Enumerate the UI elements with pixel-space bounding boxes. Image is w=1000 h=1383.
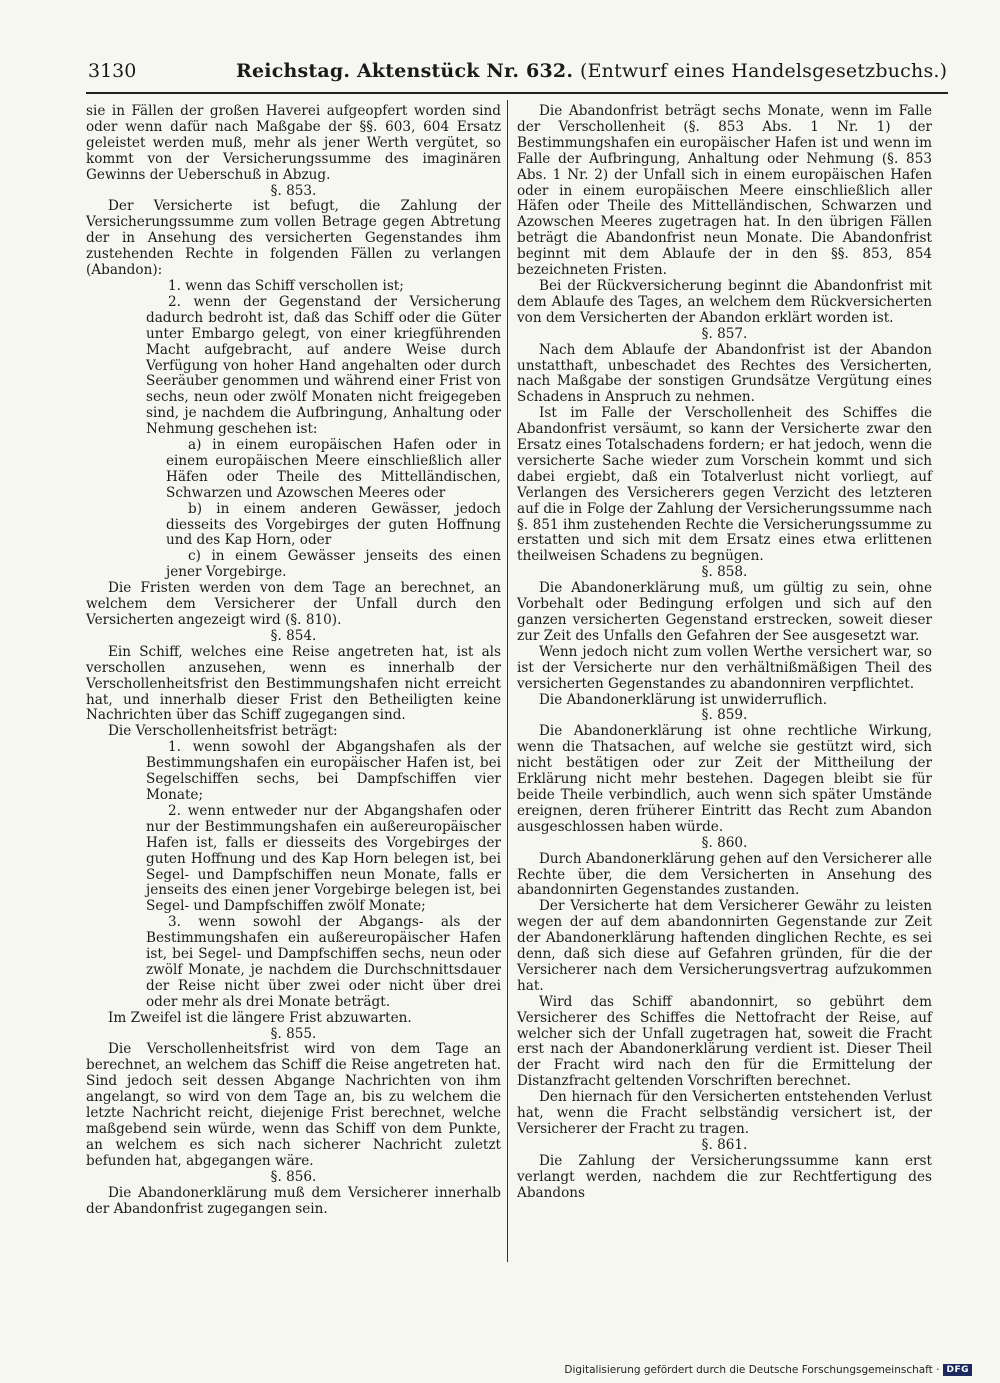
left-column xyxy=(86,104,501,1217)
list-item: 1. wenn das Schiff verschollen ist; xyxy=(168,277,404,294)
sub-list-item: b) in einem anderen Gewässer, jedoch diesseits des Vorgebirges der guten Hoffnung und des Kap Horn, oder xyxy=(166,500,501,549)
dfg-logo: DFG xyxy=(943,1364,972,1376)
paragraph: Ein Schiff, welches eine Reise angetreten hat, ist als verschollen anzusehen, wenn es innerhalb der Verschollenheitsfrist den Bestimmungshafen nicht erreicht hat, und innerhalb dieser Frist den Betheiligten keine Nachrichten über das Schiff zugegangen sind. xyxy=(86,643,501,724)
paragraph: Die Zahlung der Versicherungssumme kann erst verlangt werden, nachdem die zur Rechtfertigung des Abandons xyxy=(517,1152,932,1201)
paragraph: Ist im Falle der Verschollenheit des Schiffes die Abandonfrist versäumt, so kann der Versicherte zwar den Ersatz eines Totalschadens fordern; er hat jedoch, wenn die versicherte Sache wieder zum Vorschein kommt und sich dabei ergiebt, daß ein Totalverlust nicht vorliegt, auf Verlangen des Versicherers gegen Verzicht des letzteren auf die in Folge der Zahlung der Versicherungssumme nach §. 851 ihm zustehenden Rechte die Versicherungssumme zu erstatten und sich mit dem Ersatz eines etwa erlittenen theilweisen Schadens zu begnügen. xyxy=(517,405,932,565)
paragraph: Den hiernach für den Versicherten entstehenden Verlust hat, wenn die Fracht selbständig versichert ist, der Versicherer der Fracht zu tragen. xyxy=(517,1089,932,1137)
paragraph: Die Verschollenheitsfrist wird von dem Tage an berechnet, an welchem das Schiff die Reise angetreten hat. Sind jedoch seit dessen Abgange Nachrichten von ihm angelangt, so wird von dem Tage an, bis zu welchem die letzte Nachricht reicht, diejenige Frist berechnet, welche maßgebend sein würde, wenn das Schiff von dem Punkte, an welchem es sich nach sicherer Nachricht zuletzt befunden hat, abgegangen wäre. xyxy=(86,1041,501,1169)
paragraph: Wird das Schiff abandonnirt, so gebührt dem Versicherer des Schiffes die Nettofracht der Reise, auf welcher sich der Unfall zugetragen hat, soweit die Fracht erst nach der Abandonerklärung verdient ist. Dieser Theil der Fracht wird nach den für die Ermittelung der Distanzfracht geltenden Vorschriften berechnet. xyxy=(517,993,932,1090)
page-header xyxy=(88,60,948,86)
running-title-main: Reichstag. Aktenstück Nr. 632. xyxy=(236,60,574,82)
paragraph: Die Abandonerklärung muß, um gültig zu sein, ohne Vorbehalt oder Bedingung erfolgen und sich auf den ganzen versicherten Gegenstand erstrecken, soweit dieser zur Zeit des Unfalls den Gefahren der See ausgesetzt war. xyxy=(517,580,932,644)
section-heading: §. 853. xyxy=(270,182,317,199)
list-item: 2. wenn entweder nur der Abgangshafen oder nur der Bestimmungshafen ein außereuropäischer Hafen ist, falls er diesseits des Vorgebirges der guten Hoffnung und des Kap Horn belegen ist, bei Segel- und Dampfschiffen neun Monate, falls er jenseits des einen jener Vorgebirge belegen ist, bei Segel- und Dampfschiffen zwölf Monate; xyxy=(146,802,501,915)
section-heading: §. 860. xyxy=(701,834,748,851)
running-title-sub: (Entwurf eines Handelsgesetzbuchs.) xyxy=(579,60,948,82)
paragraph: Durch Abandonerklärung gehen auf den Versicherer alle Rechte über, die dem Versicherten in Ansehung des abandonnirten Gegenstandes zustanden. xyxy=(517,850,932,899)
paragraph: Die Abandonerklärung ist ohne rechtliche Wirkung, wenn die Thatsachen, auf welche sie gestützt wird, sich nicht bestätigen oder zur Zeit der Mittheilung der Erklärung nicht mehr bestehen. Dagegen bleibt sie für beide Theile verbindlich, auch wenn sich später Umstände ereignen, deren früherer Eintritt das Recht zum Abandon ausgeschlossen haben würde. xyxy=(517,723,932,835)
section-heading: §. 854. xyxy=(270,627,317,644)
paragraph: Wenn jedoch nicht zum vollen Werthe versichert war, so ist der Versicherte nur den verhältnißmäßigen Theil des versicherten Gegenstandes zu abandonniren verpflichtet. xyxy=(517,643,932,692)
paragraph: Im Zweifel ist die längere Frist abzuwarten. xyxy=(108,1009,412,1026)
section-heading: §. 856. xyxy=(270,1168,317,1185)
paragraph: Der Versicherte hat dem Versicherer Gewähr zu leisten wegen der auf dem abandonnirten Gegenstande zur Zeit der Abandonerklärung haftenden dinglichen Rechte, es sei denn, daß sich diese auf Gefahren gründen, für die der Versicherer nach dem Versicherungsvertrag aufzukommen hat. xyxy=(517,898,932,994)
sub-list-item: c) in einem Gewässer jenseits des einen jener Vorgebirge. xyxy=(166,548,501,581)
digitization-credit xyxy=(564,1364,972,1376)
list-item: 1. wenn sowohl der Abgangshafen als der Bestimmungshafen ein europäischer Hafen ist, bei Segelschiffen sechs, bei Dampfschiffen vier Monate; xyxy=(146,739,501,803)
paragraph: Die Abandonerklärung muß dem Versicherer innerhalb der Abandonfrist zugegangen sein. xyxy=(86,1184,501,1217)
paragraph: sie in Fällen der großen Haverei aufgeopfert worden sind oder wenn dafür nach Maßgabe der §§. 603, 604 Ersatz geleistet werden muß, mehr als jener Werth vergütet, so kommt von der Versicherungssumme des imaginären Gewinns der Ueberschuß in Abzug. xyxy=(86,103,501,183)
paragraph: Die Fristen werden von dem Tage an berechnet, an welchem dem Versicherer der Unfall durch den Versicherten angezeigt wird (§. 810). xyxy=(86,580,501,628)
paragraph: Die Abandonfrist beträgt sechs Monate, wenn im Falle der Verschollenheit (§. 853 Abs. 1 Nr. 1) der Bestimmungshafen ein europäischer Hafen ist und wenn im Falle der Aufbringung, Anhaltung oder Nehmung (§. 853 Abs. 1 Nr. 2) der Unfall sich in einem europäischen Hafen oder in einem europäischen Meere einschließlich aller Häfen oder Theile des Mittelländischen, Schwarzen und Azowschen Meeres zugetragen hat. In den übrigen Fällen beträgt die Abandonfrist neun Monate. Die Abandonfrist beginnt mit dem Ablaufe der in den §§. 853, 854 bezeichneten Fristen. xyxy=(517,103,932,279)
credit-text: Digitalisierung gefördert durch die Deutsche Forschungsgemeinschaft · xyxy=(564,1364,940,1376)
section-heading: §. 861. xyxy=(701,1136,748,1153)
page-number: 3130 xyxy=(88,60,137,82)
paragraph: Die Abandonerklärung ist unwiderruflich. xyxy=(539,691,828,708)
header-rule xyxy=(86,92,948,94)
section-heading: §. 859. xyxy=(701,707,748,724)
paragraph: Nach dem Ablaufe der Abandonfrist ist der Abandon unstatthaft, unbeschadet des Rechtes des Versicherten, nach Maßgabe der sonstigen Grundsätze Vergütung eines Schadens in Anspruch zu nehmen. xyxy=(517,341,932,406)
list-item: 3. wenn sowohl der Abgangs- als der Bestimmungshafen ein außereuropäischer Hafen ist, bei Segel- und Dampfschiffen sechs, neun oder zwölf Monate, je nachdem die Durchschnittsdauer der Reise nicht über zwei oder nicht über drei oder mehr als drei Monate beträgt. xyxy=(146,914,501,1010)
section-heading: §. 857. xyxy=(701,325,748,342)
section-heading: §. 858. xyxy=(701,564,748,581)
running-title xyxy=(236,60,947,82)
right-column xyxy=(517,104,932,1202)
paragraph: Die Verschollenheitsfrist beträgt: xyxy=(108,723,338,740)
paragraph: Bei der Rückversicherung beginnt die Abandonfrist mit dem Ablaufe des Tages, an welchem dem Rückversicherten von dem Versicherten der Abandon erklärt worden ist. xyxy=(517,277,932,326)
list-item: 2. wenn der Gegenstand der Versicherung dadurch bedroht ist, daß das Schiff oder die Güter unter Embargo gelegt, von einer kriegführenden Macht aufgebracht, auf andere Weise durch Verfügung von hoher Hand angehalten oder durch Seeräuber genommen und während einer Frist von sechs, neun oder zwölf Monaten nicht freigegeben sind, je nachdem die Aufbringung, Anhaltung oder Nehmung geschehen ist: xyxy=(146,293,501,438)
section-heading: §. 855. xyxy=(270,1025,317,1042)
paragraph: Der Versicherte ist befugt, die Zahlung der Versicherungssumme zum vollen Betrage gegen Abtretung der in Ansehung des versicherten Gegenstandes ihm zustehenden Rechte in folgenden Fällen zu verlangen (Abandon): xyxy=(86,198,501,279)
sub-list-item: a) in einem europäischen Hafen oder in einem europäischen Meere einschließlich aller Häfen oder Theile des Mittelländischen, Schwarzen und Azowschen Meeres oder xyxy=(166,437,501,501)
column-divider xyxy=(507,100,508,1262)
